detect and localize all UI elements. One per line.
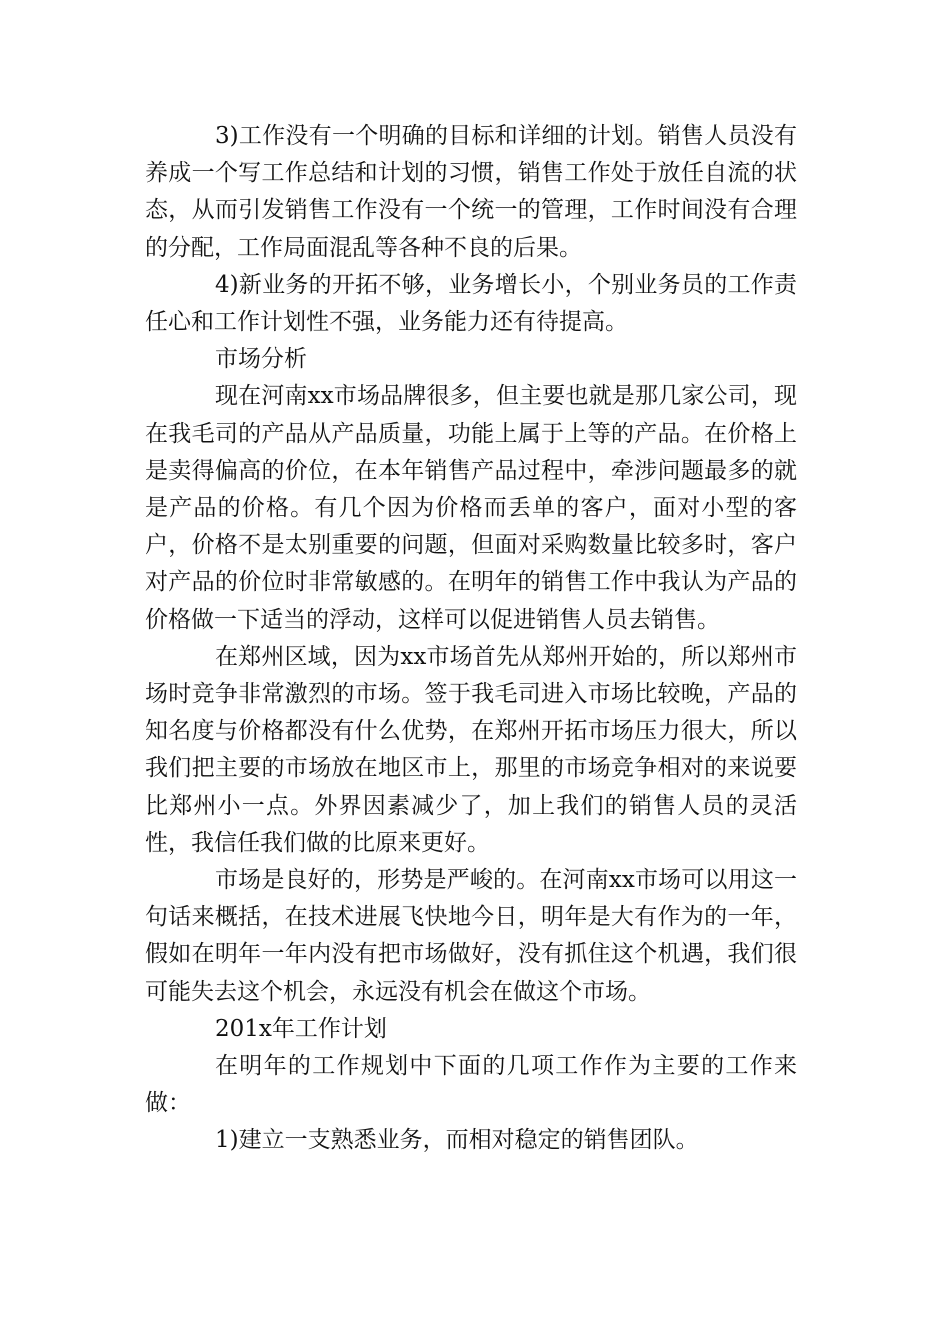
- document-body: [145, 118, 797, 1160]
- paragraph-problem-3: 3)工作没有一个明确的目标和详细的计划。销售人员没有养成一个写工作总结和计划的习惯，销售工作处于放任自流的状态，从而引发销售工作没有一个统一的管理，工作时间没有合理的分配，工作局面混乱等各种不良的后果。: [145, 123, 797, 261]
- section-heading-work-plan: 201x年工作计划: [215, 1015, 387, 1042]
- section-heading-market-analysis: 市场分析: [215, 346, 307, 373]
- paragraph-zhengzhou-region: 在郑州区域，因为xx市场首先从郑州开始的，所以郑州市场时竞争非常激烈的市场。签于我毛司进入市场比较晚，产品的知名度与价格都没有什么优势，在郑州开拓市场压力很大，所以我们把主要的市场放在地区市上，那里的市场竞争相对的来说要比郑州小一点。外界因素减少了，加上我们的销售人员的灵活性，我信任我们做的比原来更好。: [145, 643, 797, 856]
- paragraph-plan-item-1: 1)建立一支熟悉业务，而相对稳定的销售团队。: [215, 1127, 699, 1154]
- paragraph-plan-intro: 在明年的工作规划中下面的几项工作作为主要的工作来做：: [145, 1053, 797, 1117]
- paragraph-market-brands: 现在河南xx市场品牌很多，但主要也就是那几家公司，现在我毛司的产品从产品质量，功能上属于上等的产品。在价格上是卖得偏高的价位，在本年销售产品过程中，牵涉问题最多的就是产品的价格。有几个因为价格而丢单的客户，面对小型的客户，价格不是太别重要的问题，但面对采购数量比较多时，客户对产品的价位时非常敏感的。在明年的销售工作中我认为产品的价格做一下适当的浮动，这样可以促进销售人员去销售。: [145, 383, 797, 633]
- paragraph-problem-4: 4)新业务的开拓不够，业务增长小，个别业务员的工作责任心和工作计划性不强，业务能力还有待提高。: [145, 271, 797, 336]
- paragraph-market-outlook: 市场是良好的，形势是严峻的。在河南xx市场可以用这一句话来概括，在技术进展飞快地今日，明年是大有作为的一年，假如在明年一年内没有把市场做好，没有抓住这个机遇，我们很可能失去这个机会，永远没有机会在做这个市场。: [145, 867, 797, 1005]
